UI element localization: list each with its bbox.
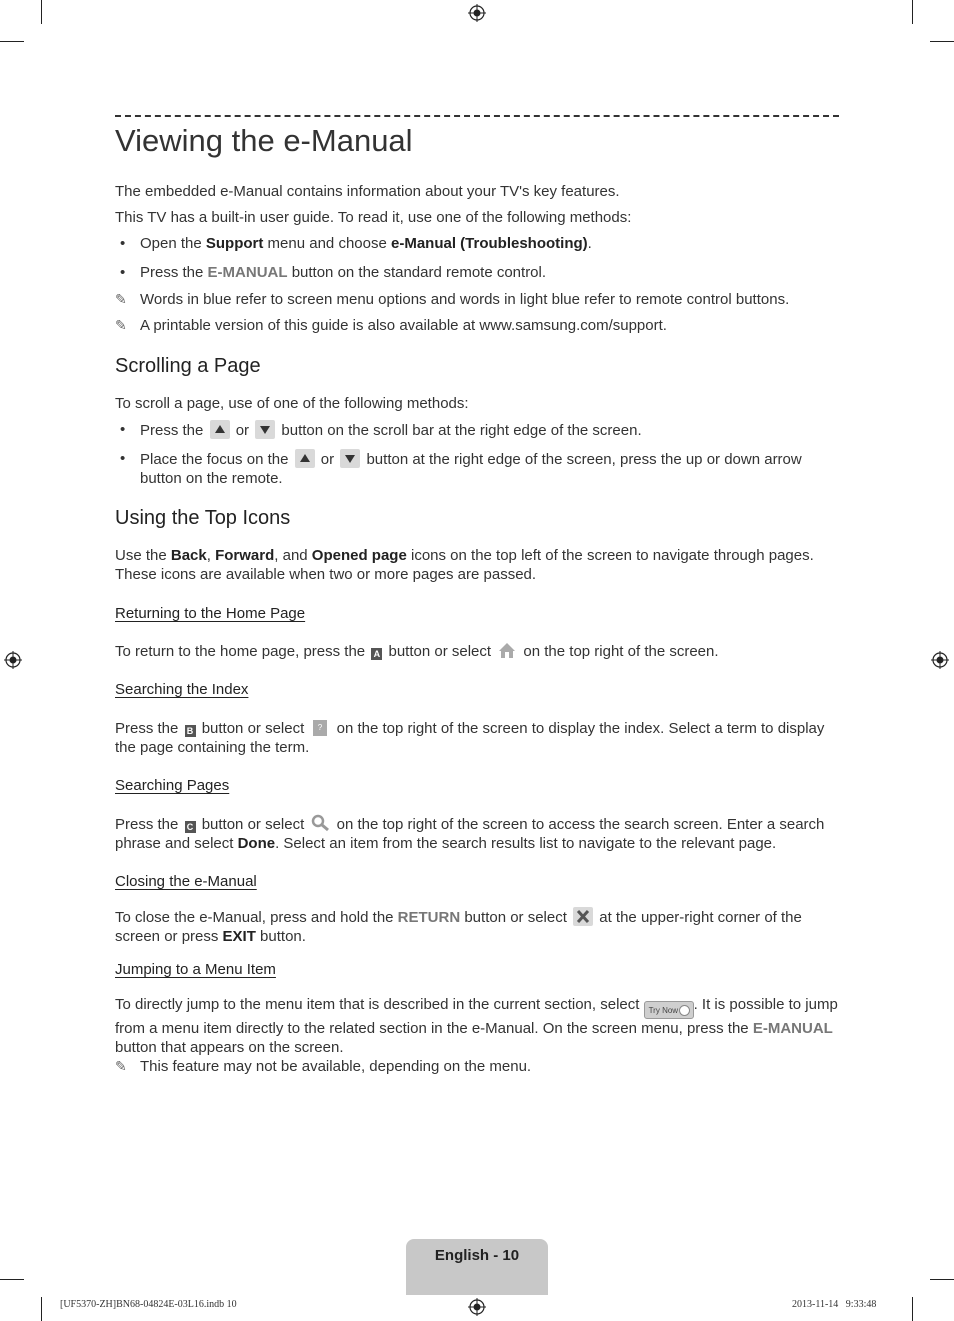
page-number: English - 10 (434, 1247, 520, 1264)
crop-mark (912, 1297, 913, 1321)
subsection-heading: Jumping to a Menu Item (115, 961, 276, 978)
close-icon (573, 907, 593, 926)
page-number-tab (406, 1239, 548, 1295)
subsection-paragraph: Press the B button or select ? on the top right of the screen to display the index. Select a term to display the page containing the term. (115, 720, 825, 756)
crop-mark (930, 1279, 954, 1280)
section-paragraph: Use the Back, Forward, and Opened page icons on the top left of the screen to navigate through pages. These icons are available when two or more pages are passed. (115, 547, 814, 583)
pencil-note-icon: ✎ (115, 1058, 127, 1074)
print-slug-right: 2013-11-14 9:33:48 (792, 1299, 877, 1310)
subsection-paragraph: Press the C button or select on the top right of the screen to access the search screen. Enter a search phrase and select Done. Select an item from the search results list to navigate to the relevant page. (115, 816, 825, 852)
scroll-up-icon (295, 449, 315, 468)
index-icon (310, 718, 330, 737)
crop-mark (0, 41, 24, 42)
subsection-heading: Closing the e-Manual (115, 873, 257, 890)
b-key-icon: B (185, 725, 196, 737)
search-icon (310, 814, 330, 833)
crop-mark (912, 0, 913, 24)
section-heading: Scrolling a Page (115, 355, 261, 377)
section-heading: Using the Top Icons (115, 507, 291, 529)
bullet: • (120, 450, 126, 467)
registration-mark-icon (468, 4, 486, 22)
subsection-heading: Returning to the Home Page (115, 605, 306, 622)
pencil-note-icon: ✎ (115, 291, 127, 307)
title-divider (115, 115, 839, 117)
crop-mark (41, 0, 42, 24)
bullet: • (120, 264, 126, 281)
subsection-paragraph: To close the e-Manual, press and hold the RETURN button or select at the upper-right corner of the screen or press EXIT button. (115, 909, 802, 945)
registration-mark-icon (4, 651, 22, 669)
crop-mark (930, 41, 954, 42)
subsection-paragraph: To directly jump to the menu item that is described in the current section, select Try Now . It is possible to jump from a menu item directly to the related section in the e-Manual. On the screen menu, press the E-MANUAL button that appears on the screen. (115, 996, 838, 1056)
crop-mark (41, 1297, 42, 1321)
svg-text:?: ? (318, 723, 323, 732)
home-icon (497, 641, 517, 660)
pencil-note-icon: ✎ (115, 317, 127, 333)
list-item-text: Press the E-MANUAL button on the standard remote control. (140, 264, 547, 281)
scroll-down-icon (255, 420, 275, 439)
section-paragraph: To scroll a page, use of one of the following methods: (115, 395, 469, 412)
crop-mark (0, 1279, 24, 1280)
print-slug-left: [UF5370-ZH]BN68-04824E-03L16.indb 10 (60, 1299, 237, 1310)
scroll-up-icon (210, 420, 230, 439)
list-item-text: Open the Support menu and choose e-Manual (Troubleshooting). (140, 235, 592, 252)
registration-mark-icon (468, 1298, 486, 1316)
a-key-icon: A (371, 648, 382, 660)
subsection-paragraph: To return to the home page, press the A button or select on the top right of the screen. (115, 643, 719, 660)
c-key-icon: C (185, 821, 196, 833)
subsection-heading: Searching Pages (115, 777, 230, 794)
subsection-heading: Searching the Index (115, 681, 249, 698)
intro-paragraph: The embedded e-Manual contains information about your TV's key features. (115, 183, 620, 200)
page-title: Viewing the e-Manual (115, 123, 413, 158)
bullet: • (120, 421, 126, 438)
registration-mark-icon (931, 651, 949, 669)
intro-paragraph: This TV has a built-in user guide. To read it, use one of the following methods: (115, 209, 632, 226)
scroll-down-icon (340, 449, 360, 468)
try-now-icon: Try Now (644, 1001, 694, 1019)
bullet: • (120, 235, 126, 252)
